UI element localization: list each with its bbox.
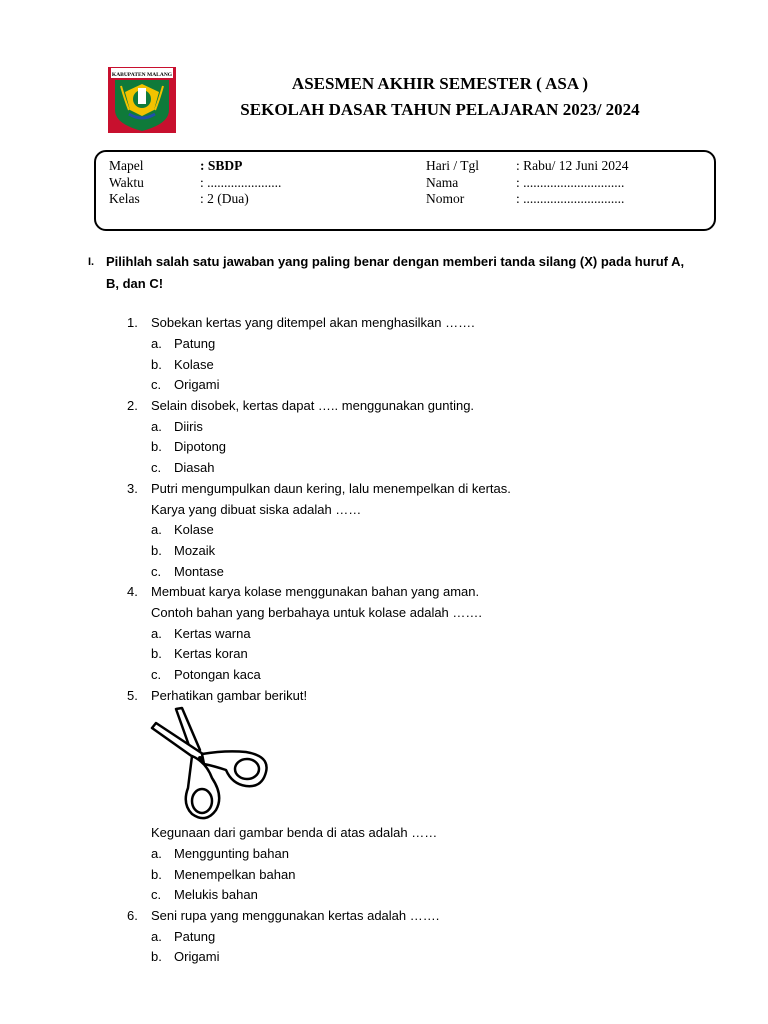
option-letter: a. (151, 626, 162, 641)
question-text-line2: Kegunaan dari gambar benda di atas adalah …… (151, 825, 438, 840)
question-text-line2: Contoh bahan yang berbahaya untuk kolase adalah ……. (151, 605, 483, 620)
mapel-value: : SBDP (200, 158, 243, 173)
hari-tgl-label: Hari / Tgl (426, 158, 479, 173)
option-text: Melukis bahan (174, 887, 258, 902)
question-number: 1. (127, 315, 138, 330)
option-letter: a. (151, 522, 162, 537)
option-text: Montase (174, 564, 224, 579)
mapel-label: Mapel (109, 158, 144, 173)
instruction-text: Pilihlah salah satu jawaban yang paling benar dengan memberi tanda silang (X) pada huruf A, B, dan C! (106, 254, 685, 291)
school-year-title: SEKOLAH DASAR TAHUN PELAJARAN 2023/ 2024 (240, 100, 640, 119)
option-text: Patung (174, 336, 216, 351)
question-text: Selain disobek, kertas dapat ….. menggunakan gunting. (151, 398, 475, 413)
option-letter: a. (151, 846, 162, 861)
question-number: 4. (127, 584, 138, 599)
option-letter: b. (151, 543, 162, 558)
question-number: 2. (127, 398, 138, 413)
option-text: Menempelkan bahan (174, 867, 296, 882)
option-letter: a. (151, 336, 162, 351)
section-number: I. (88, 256, 95, 268)
option-text: Menggunting bahan (174, 846, 289, 861)
option-letter: c. (151, 460, 162, 475)
question-text: Membuat karya kolase menggunakan bahan yang aman. (151, 584, 480, 599)
question-text-line2: Karya yang dibuat siska adalah …… (151, 502, 362, 517)
exam-title: ASESMEN AKHIR SEMESTER ( ASA ) (291, 74, 589, 93)
option-letter: c. (151, 377, 162, 392)
svg-text:KABUPATEN MALANG: KABUPATEN MALANG (111, 72, 173, 78)
kelas-label: Kelas (109, 191, 140, 206)
nama-value: : .............................. (516, 175, 625, 190)
crest-icon (107, 66, 177, 134)
option-letter: b. (151, 867, 162, 882)
option-text: Kertas warna (174, 626, 251, 641)
question-text: Sobekan kertas yang ditempel akan menghasilkan ……. (151, 315, 475, 330)
option-text: Kolase (174, 357, 214, 372)
question-text: Seni rupa yang menggunakan kertas adalah ……. (151, 908, 440, 923)
option-letter: c. (151, 564, 162, 579)
scissors-icon (148, 706, 272, 822)
option-letter: c. (151, 667, 162, 682)
waktu-value: : ...................... (200, 175, 282, 190)
option-text: Dipotong (174, 439, 227, 454)
question-text: Perhatikan gambar berikut! (151, 688, 308, 703)
question-text: Putri mengumpulkan daun kering, lalu menempelkan di kertas. (151, 481, 511, 496)
option-letter: b. (151, 357, 162, 372)
question-number: 5. (127, 688, 138, 703)
option-text: Kolase (174, 522, 214, 537)
nomor-label: Nomor (426, 191, 465, 206)
kelas-value: : 2 (Dua) (200, 191, 249, 206)
waktu-label: Waktu (109, 175, 144, 190)
hari-tgl-value: : Rabu/ 12 Juni 2024 (516, 158, 629, 173)
option-text: Patung (174, 929, 216, 944)
scissors-image (148, 706, 272, 822)
question-number: 6. (127, 908, 138, 923)
option-letter: b. (151, 646, 162, 661)
option-text: Potongan kaca (174, 667, 261, 682)
nomor-value: : .............................. (516, 191, 625, 206)
option-text: Diiris (174, 419, 203, 434)
option-letter: b. (151, 949, 162, 964)
option-text: Origami (174, 377, 220, 392)
nama-label: Nama (426, 175, 459, 190)
question-number: 3. (127, 481, 138, 496)
option-text: Mozaik (174, 543, 216, 558)
option-letter: a. (151, 929, 162, 944)
option-letter: b. (151, 439, 162, 454)
kabupaten-malang-logo (107, 66, 177, 134)
option-text: Diasah (174, 460, 215, 475)
option-text: Kertas koran (174, 646, 248, 661)
option-letter: a. (151, 419, 162, 434)
option-letter: c. (151, 887, 162, 902)
option-text: Origami (174, 949, 220, 964)
